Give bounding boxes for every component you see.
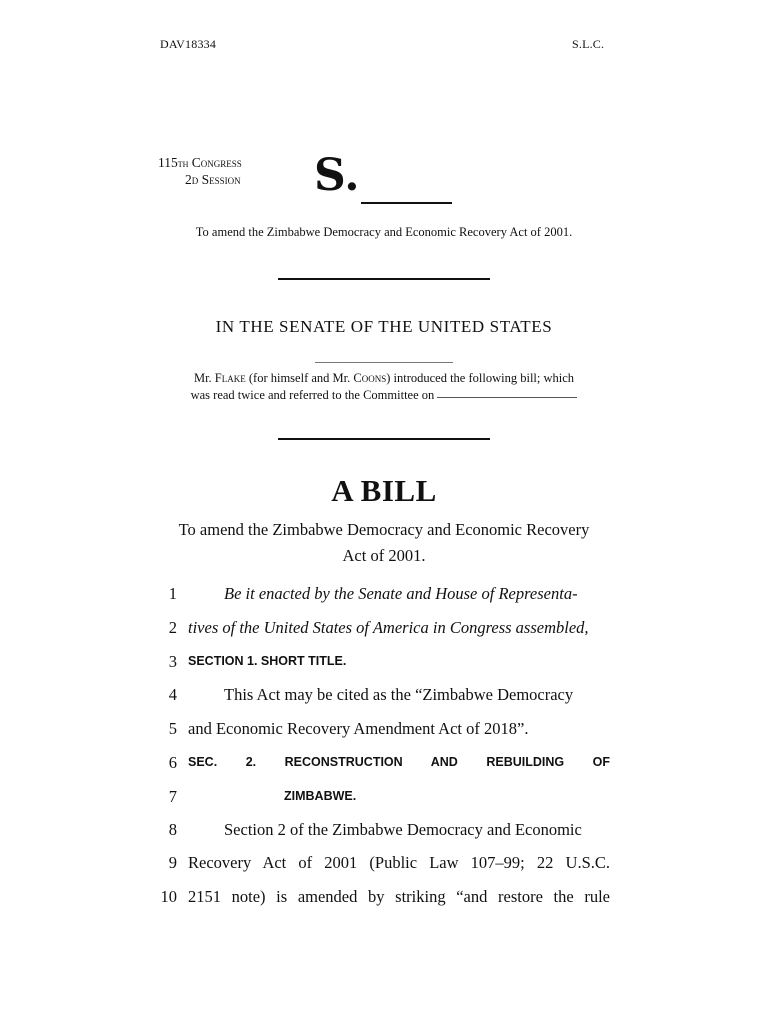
intro-rest: ) introduced the following bill; which xyxy=(386,371,575,385)
body-text: Recovery Act of 2001 (Public Law 107–99; 22 U.S.C. xyxy=(188,853,610,872)
session-number: 2 xyxy=(185,172,192,187)
congress-suffix: th xyxy=(177,158,189,170)
congress-word: Congress xyxy=(191,155,242,170)
thin-divider-rule xyxy=(315,362,453,363)
divider-rule xyxy=(278,278,490,280)
line-number: 8 xyxy=(168,820,177,839)
enacting-clause: Be it enacted by the Senate and House of Representa- xyxy=(224,584,578,603)
congress-session-block xyxy=(158,155,242,188)
congress-line xyxy=(158,155,242,172)
bill-letter: S. xyxy=(314,150,360,201)
committee-text: was read twice and referred to the Committee on xyxy=(190,388,435,402)
section-heading: SECTION 1. SHORT TITLE. xyxy=(188,654,347,668)
body-text: and Economic Recovery Amendment Act of 2018”. xyxy=(188,719,529,738)
long-title-line-2: Act of 2001. xyxy=(342,546,426,565)
line-number: 4 xyxy=(168,685,177,704)
session-line xyxy=(158,172,242,188)
cosponsor-name: Coons xyxy=(353,371,387,385)
intro-line-2 xyxy=(0,387,768,404)
body-text: This Act may be cited as the “Zimbabwe Democracy xyxy=(224,685,574,704)
document-id: DAV18334 xyxy=(160,37,217,51)
sponsor-title: Mr. xyxy=(193,371,212,385)
divider-rule xyxy=(278,438,490,440)
intro-mid: (for himself and Mr. xyxy=(248,371,351,385)
office-code: S.L.C. xyxy=(572,37,605,51)
line-number: 1 xyxy=(168,584,177,603)
session-word: Session xyxy=(201,172,241,187)
line-number: 5 xyxy=(168,719,177,738)
long-title-line-1: To amend the Zimbabwe Democracy and Economic Recovery xyxy=(178,520,590,539)
line-number: 6 xyxy=(168,753,177,772)
committee-blank xyxy=(437,397,577,398)
line-number: 2 xyxy=(168,618,177,637)
section-heading: SEC. 2. RECONSTRUCTION AND REBUILDING OF xyxy=(188,755,610,769)
bill-number-blank xyxy=(361,202,452,204)
enacting-clause: tives of the United States of America in Congress assembled, xyxy=(188,618,589,637)
body-text: 2151 note) is amended by striking “and restore the rule xyxy=(188,887,610,906)
line-number: 7 xyxy=(168,787,177,806)
sponsor-name: Flake xyxy=(214,371,246,385)
congress-number: 115 xyxy=(158,155,178,170)
bill-heading: A BILL xyxy=(331,473,437,508)
session-suffix: d xyxy=(191,172,199,187)
section-heading: ZIMBABWE. xyxy=(284,789,357,803)
long-title xyxy=(0,517,768,569)
introduction-statement xyxy=(0,370,768,404)
line-number: 3 xyxy=(168,652,177,671)
body-text: Section 2 of the Zimbabwe Democracy and Economic xyxy=(224,820,582,839)
intro-line-1 xyxy=(0,370,768,387)
senate-heading: IN THE SENATE OF THE UNITED STATES xyxy=(215,317,553,336)
line-number: 9 xyxy=(168,853,177,872)
line-number: 10 xyxy=(160,887,177,906)
short-description: To amend the Zimbabwe Democracy and Economic Recovery Act of 2001. xyxy=(195,225,573,239)
